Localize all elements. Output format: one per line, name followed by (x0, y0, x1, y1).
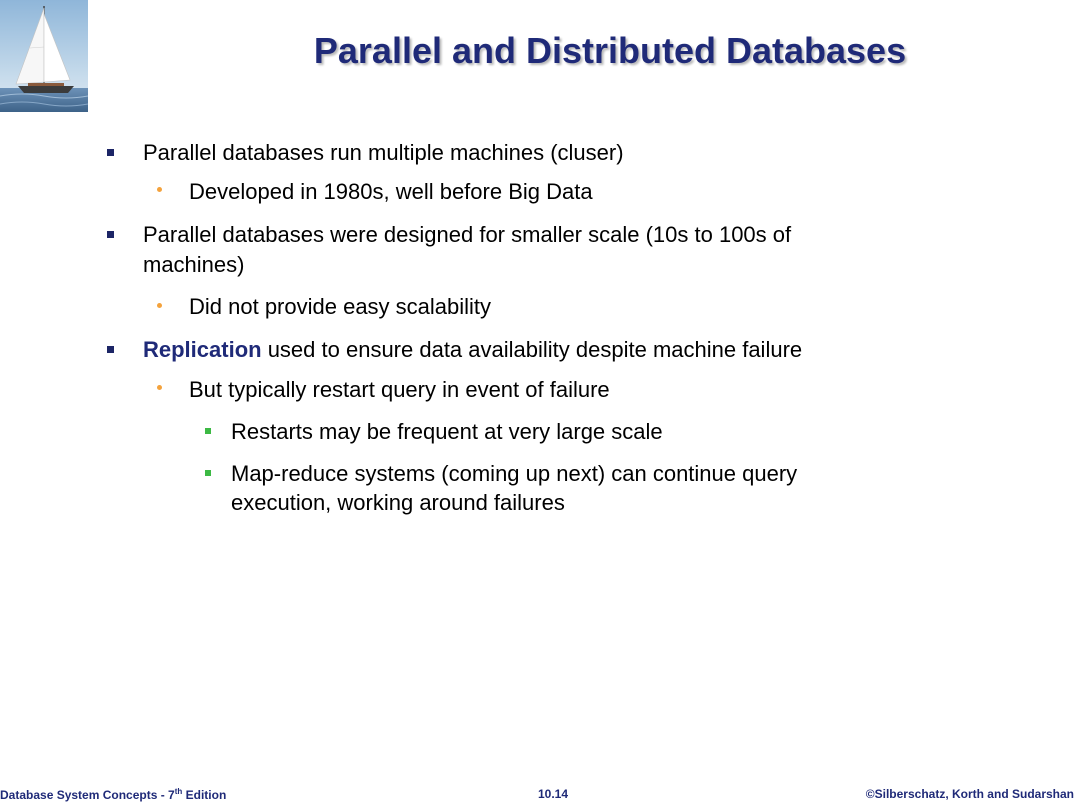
sub-bullet-marker (157, 187, 162, 192)
emphasis-term: Replication (143, 337, 262, 362)
bullet-marker (107, 231, 114, 238)
sub-bullet-marker (157, 303, 162, 308)
footer-copyright: ©Silberschatz, Korth and Sudarshan (865, 787, 1074, 801)
sub-bullet-item: Did not provide easy scalability (189, 294, 492, 319)
bullet-marker (107, 149, 114, 156)
bullet-item: Parallel databases were designed for smaller scale (10s to 100s of (143, 222, 792, 247)
bullet-item (143, 335, 802, 365)
footer-edition-sup: th (174, 787, 183, 796)
sub-sub-bullet-marker (205, 428, 211, 434)
footer-book-title-suffix: Edition (182, 788, 227, 802)
bullet-marker (107, 346, 114, 353)
footer-book-title-text: Database System Concepts - 7 (0, 788, 175, 802)
bullet-item-text: used to ensure data availability despite machine failure (261, 337, 803, 362)
bullet-item-continuation: machines) (143, 252, 245, 277)
sub-sub-bullet-item: Map-reduce systems (coming up next) can continue query (231, 461, 798, 486)
sub-bullet-item: But typically restart query in event of failure (189, 377, 610, 402)
sub-sub-bullet-item: Restarts may be frequent at very large scale (231, 419, 663, 444)
sub-bullet-marker (157, 385, 162, 390)
bullet-item: Parallel databases run multiple machines (cluser) (143, 140, 624, 165)
footer-page-number: 10.14 (538, 787, 569, 801)
slide-title: Parallel and Distributed Databases (313, 30, 907, 71)
footer-book-title (0, 787, 226, 802)
sub-bullet-item: Developed in 1980s, well before Big Data (189, 179, 593, 204)
sub-sub-bullet-item-continuation: execution, working around failures (231, 490, 565, 515)
sub-sub-bullet-marker (205, 470, 211, 476)
